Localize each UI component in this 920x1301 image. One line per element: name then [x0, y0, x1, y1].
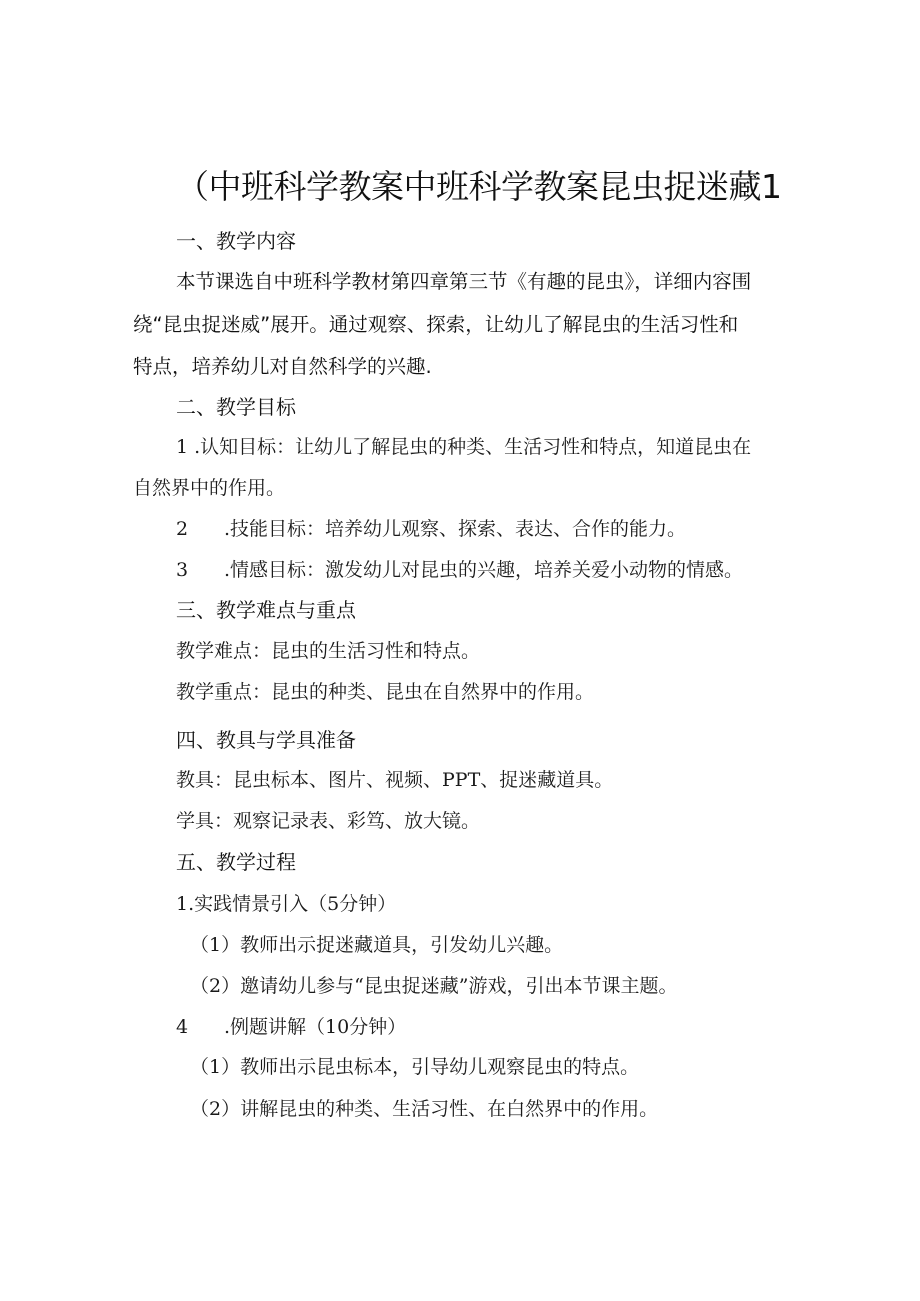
content-paragraph-line: 绕“昆虫捉迷威”展开。通过观察、探索，让幼儿了解昆虫的生活习性和: [133, 313, 739, 336]
step-number: 4: [176, 1016, 189, 1038]
section-heading-goals: 二、教学目标: [176, 395, 296, 419]
goal-item: [176, 438, 751, 457]
process-step: [176, 1018, 406, 1037]
section-heading-process: 五、教学过程: [176, 850, 296, 874]
process-step: [176, 895, 396, 914]
process-substep: （1）教师出示昆虫标本，引导幼儿观察昆虫的特点。: [190, 1056, 640, 1078]
step-text: .例题讲解（10分钟）: [224, 1016, 407, 1038]
process-substep: （2）邀请幼儿参与“昆虫捉迷藏”游戏，引出本节课主题。: [190, 975, 678, 997]
section-heading-materials: 四、教具与学具准备: [176, 728, 356, 752]
content-paragraph-line: 特点，培养幼儿对自然科学的兴趣.: [133, 355, 432, 378]
goal-text: .认知目标：让幼儿了解昆虫的种类、生活习性和特点，知道昆虫在: [194, 436, 752, 458]
section-heading-content: 一、教学内容: [176, 229, 296, 253]
goal-text: .技能目标：培养幼儿观察、探索、表达、合作的能力。: [224, 518, 687, 540]
difficulty-line: 教学难点：昆虫的生活习性和特点。: [176, 640, 481, 662]
goal-number: 3: [176, 559, 189, 581]
content-paragraph-line: 本节课选自中班科学教材第四章第三节《有趣的昆虫》，详细内容围: [176, 270, 752, 293]
page-title: （中班科学教案中班科学教案昆虫捉迷藏1: [176, 167, 782, 206]
goal-number: 2: [176, 518, 189, 540]
goal-text: .情感目标：激发幼儿对昆虫的兴趣，培养关爱小动物的情感。: [224, 559, 744, 581]
teaching-tools-line: 教具：昆虫标本、图片、视频、PPT、捉迷藏道具。: [176, 769, 614, 791]
goal-item: [176, 561, 743, 580]
process-substep: （1）教师出示捉迷藏道具，引发幼儿兴趣。: [190, 934, 564, 956]
learning-tools-line: 学具：观察记录表、彩笃、放大镜。: [176, 810, 481, 832]
goal-item: [176, 520, 686, 539]
keypoint-line: 教学重点：昆虫的种类、昆虫在自然界中的作用。: [176, 681, 595, 703]
step-text: .实践情景引入（5分钟）: [188, 893, 397, 915]
goal-number: 1: [176, 436, 189, 458]
section-heading-difficulty: 三、教学难点与重点: [176, 598, 356, 622]
goal-continuation: 自然界中的作用。: [133, 477, 286, 499]
process-substep: （2）讲解昆虫的种类、生活习性、在白然界中的作用。: [190, 1098, 659, 1120]
step-number: 1: [176, 893, 189, 915]
